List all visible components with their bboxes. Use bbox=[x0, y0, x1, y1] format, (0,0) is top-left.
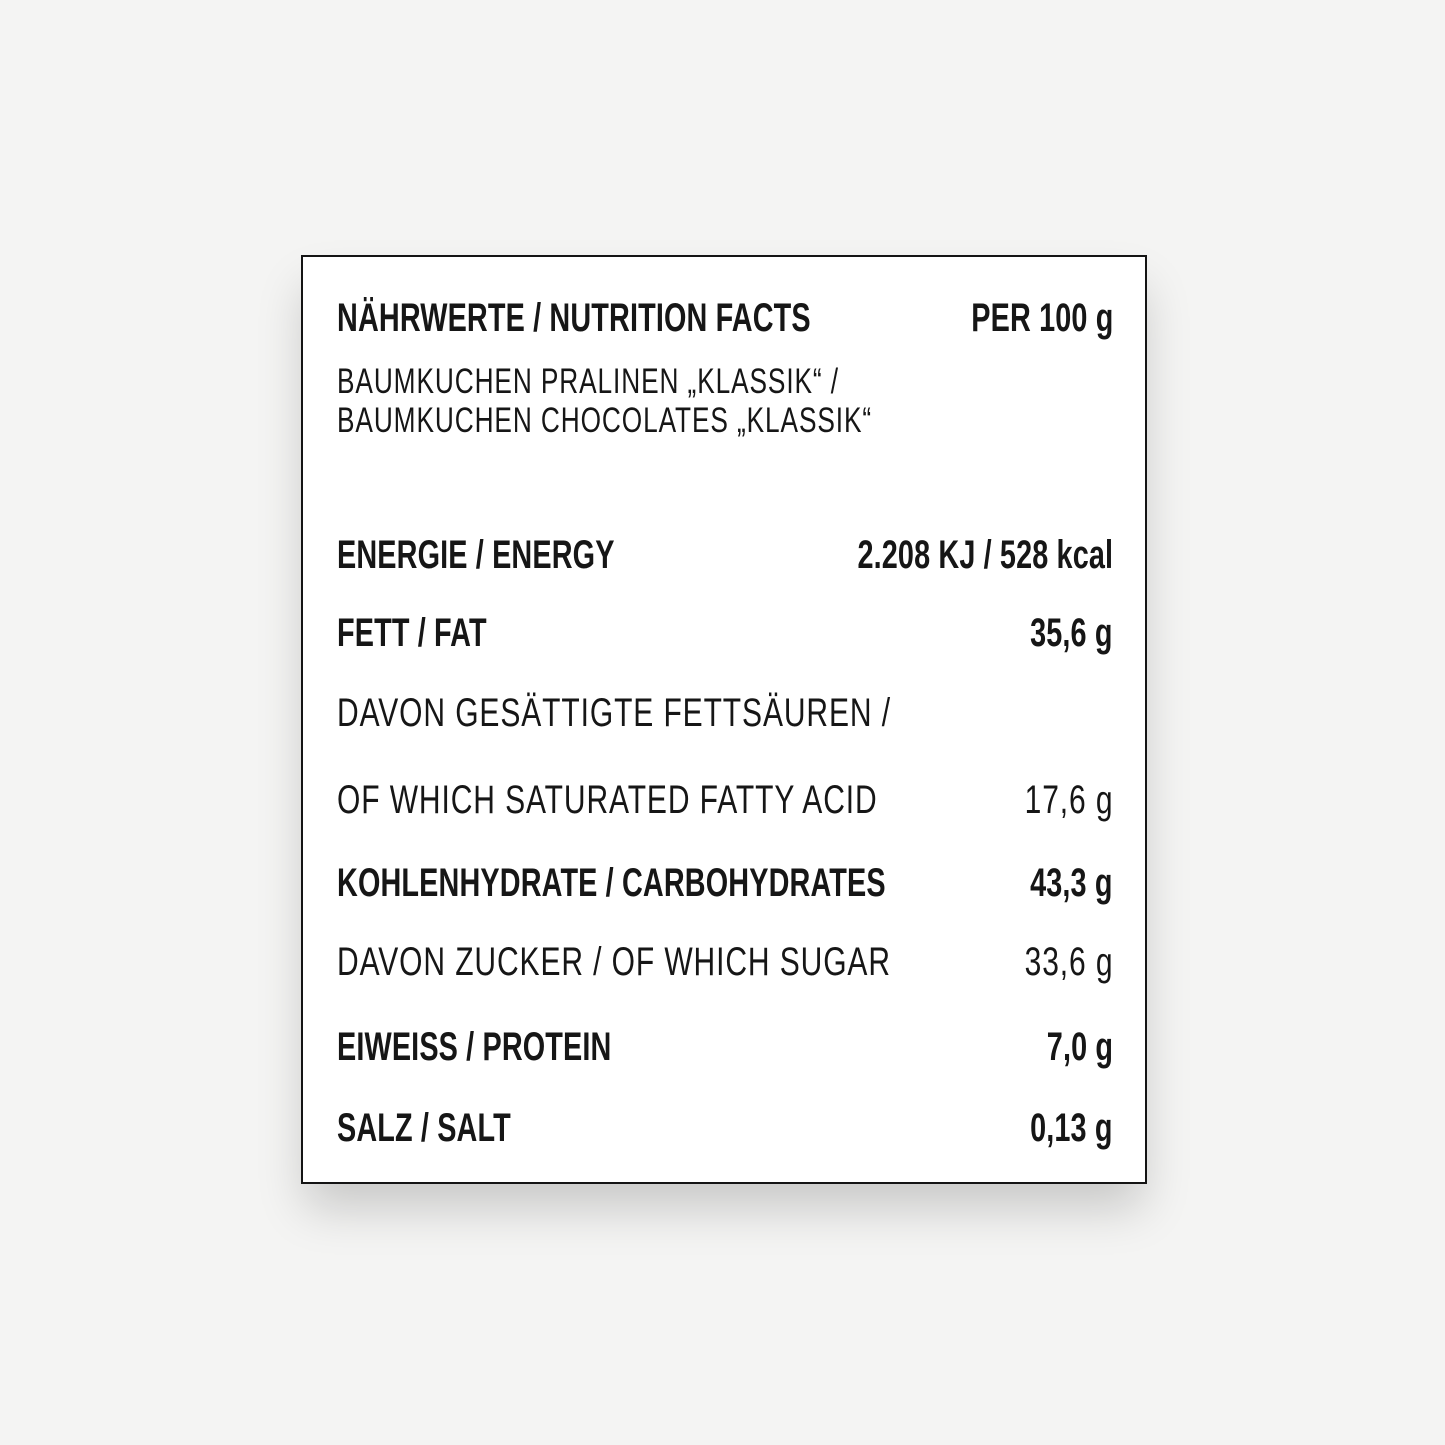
energy-value: 2.208 KJ / 528 kcal bbox=[857, 533, 1113, 577]
per-serving-label: PER 100 g bbox=[970, 296, 1113, 340]
fat-value: 35,6 g bbox=[1030, 611, 1113, 655]
saturated-fat-label-german: DAVON GESÄTTIGTE FETTSÄUREN / bbox=[337, 691, 891, 735]
row-carbohydrates bbox=[337, 863, 1113, 907]
carbohydrates-value: 43,3 g bbox=[1030, 861, 1113, 905]
product-name-german: BAUMKUCHEN PRALINEN „KLASSIK“ / bbox=[337, 362, 839, 401]
product-name-english: BAUMKUCHEN CHOCOLATES „KLASSIK“ bbox=[337, 401, 873, 440]
protein-value: 7,0 g bbox=[1046, 1025, 1113, 1069]
salt-label: SALZ / SALT bbox=[337, 1106, 511, 1150]
row-energy bbox=[337, 535, 1113, 579]
saturated-fat-label-english: OF WHICH SATURATED FATTY ACID bbox=[337, 778, 878, 822]
sugar-value: 33,6 g bbox=[1024, 940, 1113, 984]
header-row bbox=[337, 298, 1113, 342]
row-saturated-fat-german bbox=[337, 693, 1113, 737]
row-protein bbox=[337, 1027, 1113, 1071]
row-salt bbox=[337, 1108, 1113, 1152]
protein-label: EIWEISS / PROTEIN bbox=[337, 1025, 612, 1069]
sugar-label: DAVON ZUCKER / OF WHICH SUGAR bbox=[337, 940, 891, 984]
product-name-line-2 bbox=[337, 403, 1113, 447]
saturated-fat-value: 17,6 g bbox=[1024, 778, 1113, 822]
row-fat bbox=[337, 613, 1113, 657]
nutrition-facts-card bbox=[301, 255, 1147, 1184]
energy-label: ENERGIE / ENERGY bbox=[337, 533, 615, 577]
row-sugar bbox=[337, 942, 1113, 986]
card-title: NÄHRWERTE / NUTRITION FACTS bbox=[337, 296, 811, 340]
row-saturated-fat-english bbox=[337, 780, 1113, 824]
salt-value: 0,13 g bbox=[1030, 1106, 1113, 1150]
fat-label: FETT / FAT bbox=[337, 611, 487, 655]
carbohydrates-label: KOHLENHYDRATE / CARBOHYDRATES bbox=[337, 861, 886, 905]
